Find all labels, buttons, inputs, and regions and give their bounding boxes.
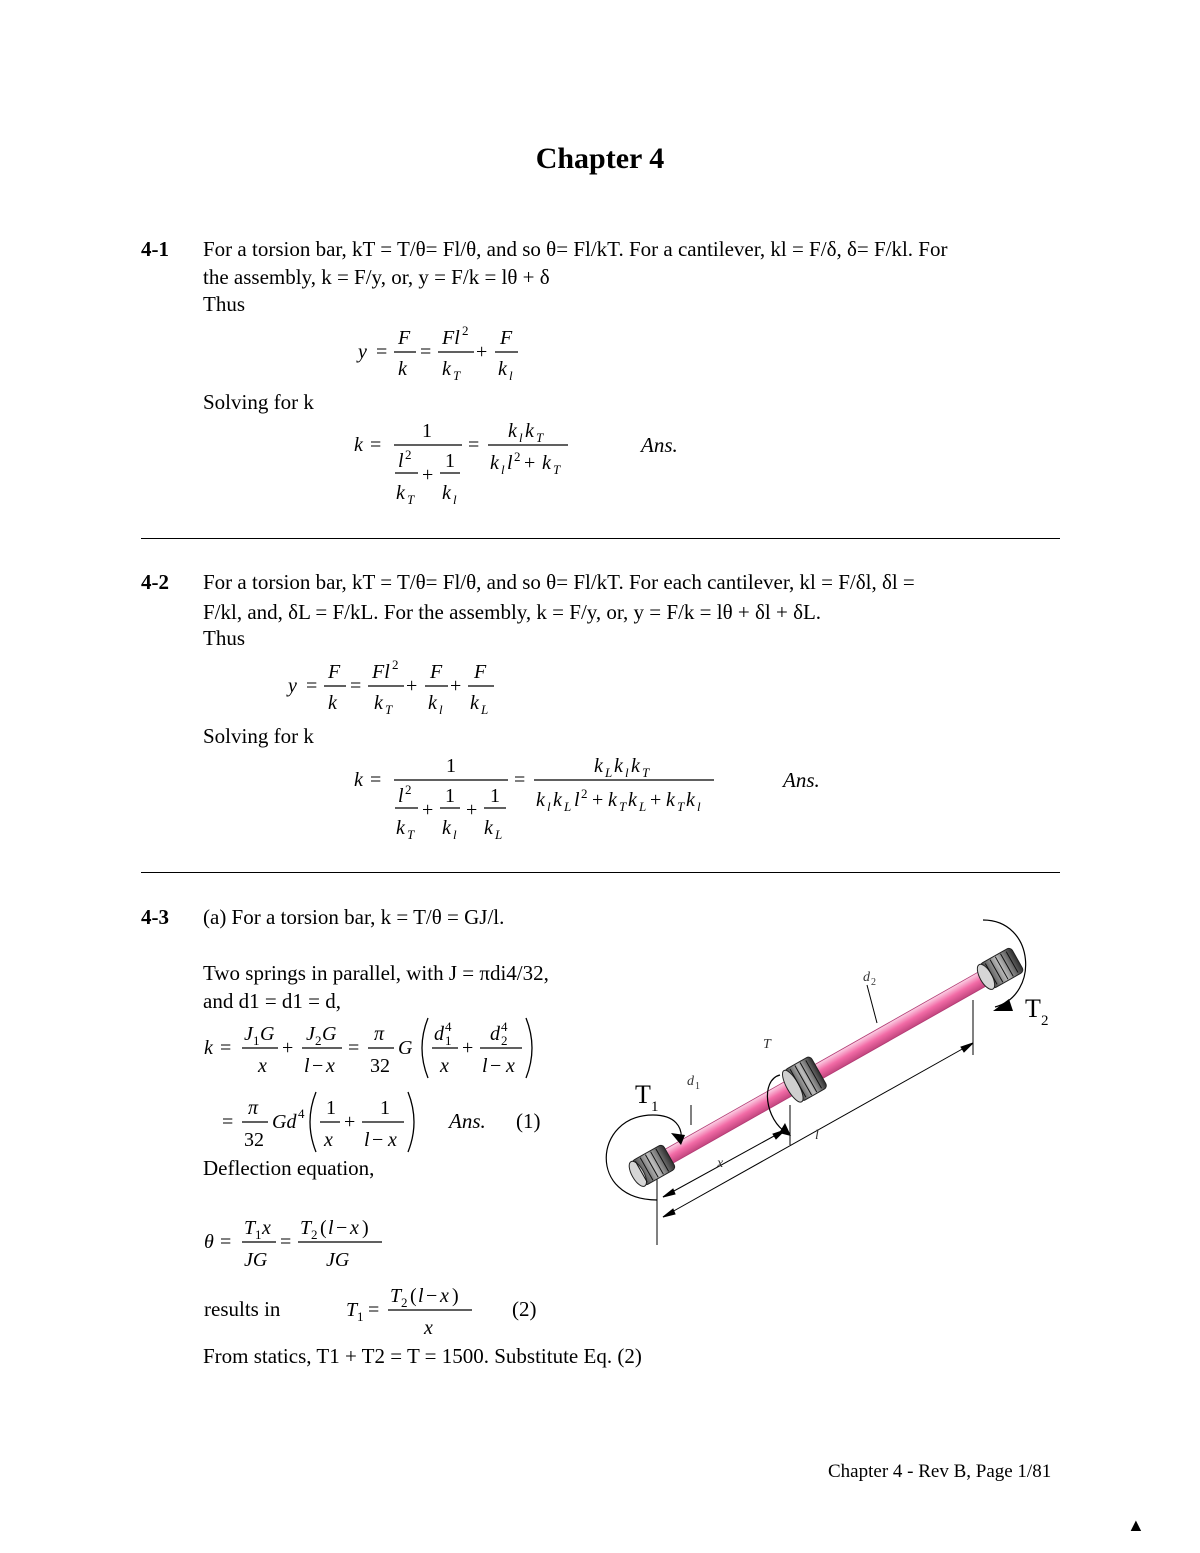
svg-text:L: L (564, 799, 572, 814)
svg-text:k: k (498, 358, 507, 380)
problem-4-3-results-in: results in (204, 1297, 281, 1321)
label-T2: T (1025, 994, 1041, 1023)
svg-text:T: T (407, 827, 415, 842)
equation-4-1-y (350, 318, 530, 386)
answer-label-4-3: Ans. (449, 1109, 486, 1133)
svg-text:1: 1 (445, 1033, 452, 1048)
svg-text:+: + (524, 452, 536, 474)
svg-text:k: k (490, 452, 499, 474)
svg-text:(: ( (410, 1285, 417, 1307)
svg-text:k: k (428, 692, 437, 714)
svg-text:(: ( (320, 1217, 327, 1239)
svg-text:x: x (388, 1129, 397, 1151)
svg-text:F: F (398, 327, 411, 349)
rod (624, 943, 1026, 1192)
svg-text:4: 4 (445, 1019, 452, 1034)
svg-text:k: k (594, 755, 603, 777)
problem-4-3-statics: From statics, T1 + T2 = T = 1500. Substitute Eq. (2) (203, 1344, 642, 1368)
svg-text:T: T (642, 765, 650, 780)
svg-text:=: = (348, 1037, 360, 1059)
svg-text:k: k (354, 769, 363, 791)
svg-text:x: x (326, 1055, 335, 1077)
svg-text:k: k (614, 755, 623, 777)
svg-text:G: G (260, 1023, 275, 1045)
svg-text:k: k (354, 434, 363, 456)
svg-text:l: l (439, 702, 443, 717)
svg-text:=: = (376, 341, 388, 363)
dimension-lines (657, 1000, 973, 1245)
svg-text:+: + (462, 1037, 474, 1059)
equation-4-3-T1 (342, 1276, 482, 1342)
scroll-up-marker[interactable]: ▲ (1127, 1515, 1145, 1535)
problem-4-2-line2: F/kl, and, δL = F/kL. For the assembly, k = F/y, or, y = F/k = lθ + δl + δL. (203, 600, 822, 624)
svg-text:2: 2 (311, 1227, 318, 1242)
equation-4-1-k (350, 415, 590, 515)
svg-text:2: 2 (405, 447, 412, 462)
svg-text:l: l (547, 799, 551, 814)
equation-number-1: (1) (516, 1109, 541, 1133)
page-title: Chapter 4 (535, 142, 665, 175)
svg-text:−: − (426, 1285, 438, 1307)
svg-text:J: J (306, 1023, 315, 1045)
svg-text:=: = (368, 1299, 380, 1321)
problem-number-4-3: 4-3 (141, 905, 169, 929)
svg-text:k: k (396, 482, 405, 504)
d2-leader (867, 985, 877, 1023)
svg-text:JG: JG (326, 1249, 350, 1271)
svg-text:4: 4 (298, 1106, 305, 1121)
svg-text:+: + (650, 789, 662, 811)
problem-4-3-and-d: and d1 = d1 = d, (203, 989, 342, 1013)
svg-text:l: l (418, 1285, 424, 1307)
svg-text:l: l (304, 1055, 310, 1077)
svg-text:+: + (422, 464, 434, 486)
svg-text:l: l (364, 1129, 370, 1151)
equation-4-2-k (350, 750, 730, 850)
svg-text:+: + (466, 799, 478, 821)
svg-text:T: T (346, 1299, 358, 1321)
svg-text:Fl: Fl (442, 327, 460, 349)
svg-text:x: x (324, 1129, 333, 1151)
equation-4-3-theta (200, 1206, 400, 1276)
svg-text:k: k (204, 1037, 213, 1059)
svg-text:1: 1 (446, 755, 456, 777)
svg-text:=: = (468, 434, 480, 456)
svg-text:T: T (244, 1217, 256, 1239)
svg-text:L: L (639, 799, 647, 814)
svg-text:x: x (440, 1055, 449, 1077)
svg-text:k: k (442, 817, 451, 839)
svg-text:1: 1 (445, 785, 455, 807)
svg-text:2: 2 (315, 1033, 322, 1048)
svg-text:y: y (358, 341, 367, 363)
svg-text:2: 2 (501, 1033, 508, 1048)
svg-text:F: F (430, 661, 443, 683)
svg-text:l: l (507, 452, 513, 474)
svg-text:G: G (398, 1037, 413, 1059)
problem-4-1-line1: For a torsion bar, kT = T/θ= Fl/θ, and so θ= Fl/kT. For a cantilever, kl = F/δ, δ= F/kl. For (203, 237, 948, 261)
svg-text:T: T (553, 462, 561, 477)
svg-text:l: l (482, 1055, 488, 1077)
svg-text:k: k (553, 789, 562, 811)
svg-text:+: + (450, 675, 462, 697)
svg-text:=: = (370, 769, 382, 791)
svg-text:k: k (508, 420, 517, 442)
svg-text:1: 1 (255, 1227, 262, 1242)
svg-text:l: l (453, 827, 457, 842)
svg-text:π: π (248, 1097, 259, 1119)
svg-text:l: l (697, 799, 701, 814)
svg-text:l: l (625, 765, 629, 780)
svg-text:J: J (244, 1023, 253, 1045)
svg-text:T: T (390, 1285, 402, 1307)
label-d2: d (863, 970, 870, 985)
svg-text:l: l (398, 450, 404, 472)
svg-text:x: x (262, 1217, 271, 1239)
svg-text:T: T (536, 430, 544, 445)
svg-text:=: = (350, 675, 362, 697)
svg-text:L: L (495, 827, 503, 842)
svg-text:θ: θ (204, 1231, 214, 1253)
svg-text:2: 2 (462, 323, 469, 338)
svg-text:=: = (420, 341, 432, 363)
svg-text:−: − (336, 1217, 348, 1239)
svg-text:+: + (282, 1037, 294, 1059)
svg-text:k: k (525, 420, 534, 442)
svg-text:y: y (288, 675, 297, 697)
svg-text:2: 2 (392, 657, 399, 672)
label-d1: d (687, 1074, 694, 1089)
svg-text:+: + (592, 789, 604, 811)
svg-text:=: = (306, 675, 318, 697)
svg-text:l: l (398, 785, 404, 807)
svg-text:2: 2 (405, 782, 412, 797)
svg-text:k: k (396, 817, 405, 839)
svg-text:T: T (385, 702, 393, 717)
problem-4-1-line2: the assembly, k = F/y, or, y = F/k = lθ + δ (203, 265, 550, 289)
svg-text:F: F (474, 661, 487, 683)
label-d2-sub: 2 (871, 977, 876, 988)
svg-text:−: − (372, 1129, 384, 1151)
svg-text:x: x (424, 1317, 433, 1339)
svg-text:1: 1 (380, 1097, 390, 1119)
label-x: x (717, 1156, 724, 1171)
svg-text:F: F (328, 661, 341, 683)
svg-text:32: 32 (244, 1129, 264, 1151)
svg-text:x: x (350, 1217, 359, 1239)
svg-text:L: L (605, 765, 613, 780)
svg-text:k: k (608, 789, 617, 811)
svg-text:1: 1 (445, 450, 455, 472)
label-d1-sub: 1 (695, 1081, 700, 1092)
label-T: T (763, 1037, 771, 1052)
svg-text:l: l (509, 368, 513, 383)
svg-text:k: k (328, 692, 337, 714)
svg-text:x: x (258, 1055, 267, 1077)
svg-text:l: l (453, 492, 457, 507)
svg-text:k: k (484, 817, 493, 839)
svg-text:2: 2 (581, 786, 588, 801)
answer-label-4-2: Ans. (783, 768, 820, 792)
svg-text:Gd: Gd (272, 1111, 297, 1133)
svg-text:T: T (677, 799, 685, 814)
svg-text:+: + (422, 799, 434, 821)
svg-text:+: + (344, 1111, 356, 1133)
svg-text:k: k (686, 789, 695, 811)
problem-4-2-line1: For a torsion bar, kT = T/θ= Fl/θ, and so θ= Fl/kT. For each cantilever, kl = F/δl, δl = (203, 570, 915, 594)
svg-text:=: = (220, 1231, 232, 1253)
svg-text:G: G (322, 1023, 337, 1045)
svg-text:k: k (536, 789, 545, 811)
problem-4-1-solving: Solving for k (203, 390, 314, 414)
svg-text:+: + (406, 675, 418, 697)
svg-text:l: l (501, 462, 505, 477)
svg-text:1: 1 (422, 420, 432, 442)
equation-number-2: (2) (512, 1297, 537, 1321)
page-footer: Chapter 4 - Rev B, Page 1/81 (828, 1461, 1052, 1482)
torsion-bar-figure (595, 915, 1075, 1255)
svg-text:Fl: Fl (372, 661, 390, 683)
svg-text:=: = (370, 434, 382, 456)
svg-text:k: k (442, 482, 451, 504)
svg-text:l: l (328, 1217, 334, 1239)
label-T2-sub: 2 (1041, 1013, 1049, 1029)
svg-text:k: k (374, 692, 383, 714)
svg-text:l: l (574, 789, 580, 811)
svg-text:x: x (506, 1055, 515, 1077)
equation-4-3-k-simplified (218, 1088, 428, 1154)
svg-text:k: k (398, 358, 407, 380)
svg-text:l: l (519, 430, 523, 445)
svg-text:F: F (500, 327, 513, 349)
label-l: l (815, 1128, 819, 1143)
label-T1-sub: 1 (651, 1099, 659, 1115)
answer-label-4-1: Ans. (641, 433, 678, 457)
divider (141, 872, 1060, 873)
divider (141, 538, 1060, 539)
svg-text:JG: JG (244, 1249, 268, 1271)
svg-text:L: L (481, 702, 489, 717)
svg-text:k: k (542, 452, 551, 474)
problem-4-3-springs: Two springs in parallel, with J = πdi4/32, (203, 961, 549, 985)
svg-text:1: 1 (326, 1097, 336, 1119)
svg-text:k: k (631, 755, 640, 777)
equation-4-3-k (200, 1012, 545, 1082)
problem-4-1-thus: Thus (203, 292, 245, 316)
svg-text:T: T (619, 799, 627, 814)
svg-text:π: π (374, 1023, 385, 1045)
svg-text:): ) (452, 1285, 459, 1307)
svg-text:+: + (476, 341, 488, 363)
svg-text:k: k (666, 789, 675, 811)
svg-text:1: 1 (357, 1309, 364, 1324)
svg-text:): ) (362, 1217, 369, 1239)
svg-text:−: − (312, 1055, 324, 1077)
svg-text:T: T (407, 492, 415, 507)
problem-4-3-part-a: (a) For a torsion bar, k = T/θ = GJ/l. (203, 905, 505, 929)
svg-text:k: k (442, 358, 451, 380)
svg-text:=: = (222, 1111, 234, 1133)
svg-text:−: − (490, 1055, 502, 1077)
svg-text:4: 4 (501, 1019, 508, 1034)
label-T1: T (635, 1080, 651, 1109)
svg-text:1: 1 (490, 785, 500, 807)
problem-number-4-2: 4-2 (141, 570, 169, 594)
problem-4-2-solving: Solving for k (203, 724, 314, 748)
svg-text:d: d (434, 1023, 444, 1045)
svg-text:x: x (440, 1285, 449, 1307)
svg-text:1: 1 (253, 1033, 260, 1048)
svg-text:=: = (514, 769, 526, 791)
svg-text:k: k (628, 789, 637, 811)
svg-text:2: 2 (401, 1295, 408, 1310)
svg-text:=: = (220, 1037, 232, 1059)
problem-number-4-1: 4-1 (141, 237, 169, 261)
svg-text:d: d (490, 1023, 500, 1045)
problem-4-3-deflection: Deflection equation, (203, 1156, 375, 1180)
problem-4-2-thus: Thus (203, 626, 245, 650)
svg-text:=: = (280, 1231, 292, 1253)
equation-4-2-y (282, 652, 502, 720)
svg-text:k: k (470, 692, 479, 714)
svg-text:T: T (300, 1217, 312, 1239)
svg-text:32: 32 (370, 1055, 390, 1077)
arrow-head (993, 999, 1013, 1011)
svg-text:T: T (453, 368, 461, 383)
svg-text:2: 2 (514, 449, 521, 464)
